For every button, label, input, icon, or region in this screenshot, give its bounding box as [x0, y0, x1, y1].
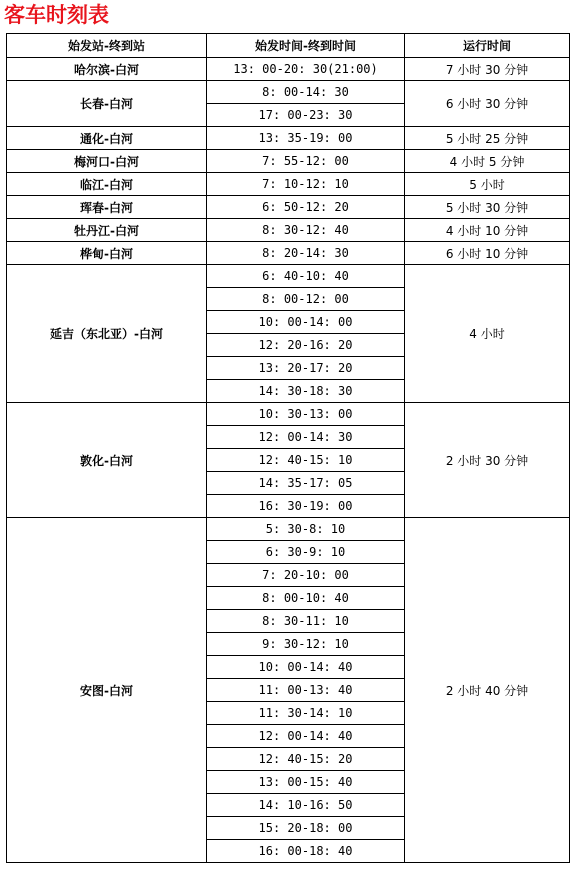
time-cell: 9: 30-12: 10 — [207, 633, 405, 656]
duration-cell: 2 小时 30 分钟 — [405, 403, 570, 518]
table-row — [7, 518, 570, 541]
schedule-table — [6, 33, 570, 863]
route-cell: 长春-白河 — [7, 81, 207, 127]
time-cell: 17: 00-23: 30 — [207, 104, 405, 127]
time-cell: 10: 00-14: 00 — [207, 311, 405, 334]
table-row — [7, 58, 570, 81]
route-cell: 桦甸-白河 — [7, 242, 207, 265]
route-cell: 通化-白河 — [7, 127, 207, 150]
duration-cell: 5 小时 25 分钟 — [405, 127, 570, 150]
time-cell: 13: 00-15: 40 — [207, 771, 405, 794]
table-row — [7, 265, 570, 288]
time-cell: 12: 40-15: 20 — [207, 748, 405, 771]
duration-cell: 4 小时 — [405, 265, 570, 403]
duration-cell: 6 小时 30 分钟 — [405, 81, 570, 127]
time-cell: 12: 00-14: 40 — [207, 725, 405, 748]
duration-cell: 4 小时 5 分钟 — [405, 150, 570, 173]
duration-cell: 5 小时 — [405, 173, 570, 196]
table-row — [7, 403, 570, 426]
time-cell: 5: 30-8: 10 — [207, 518, 405, 541]
duration-cell: 5 小时 30 分钟 — [405, 196, 570, 219]
time-cell: 14: 35-17: 05 — [207, 472, 405, 495]
schedule-body — [7, 34, 570, 863]
route-cell: 敦化-白河 — [7, 403, 207, 518]
time-cell: 6: 40-10: 40 — [207, 265, 405, 288]
time-cell: 14: 10-16: 50 — [207, 794, 405, 817]
route-cell: 延吉（东北亚）-白河 — [7, 265, 207, 403]
time-cell: 10: 00-14: 40 — [207, 656, 405, 679]
duration-cell: 6 小时 10 分钟 — [405, 242, 570, 265]
time-cell: 10: 30-13: 00 — [207, 403, 405, 426]
time-cell: 8: 20-14: 30 — [207, 242, 405, 265]
header-duration: 运行时间 — [405, 34, 570, 58]
time-cell: 6: 50-12: 20 — [207, 196, 405, 219]
page-title: 客车时刻表 — [4, 3, 109, 27]
route-cell: 哈尔滨-白河 — [7, 58, 207, 81]
time-cell: 7: 55-12: 00 — [207, 150, 405, 173]
time-cell: 8: 00-14: 30 — [207, 81, 405, 104]
time-cell: 8: 30-11: 10 — [207, 610, 405, 633]
duration-cell: 4 小时 10 分钟 — [405, 219, 570, 242]
duration-cell: 2 小时 40 分钟 — [405, 518, 570, 863]
time-cell: 15: 20-18: 00 — [207, 817, 405, 840]
route-cell: 牡丹江-白河 — [7, 219, 207, 242]
time-cell: 11: 30-14: 10 — [207, 702, 405, 725]
header-route: 始发站-终到站 — [7, 34, 207, 58]
header-times: 始发时间-终到时间 — [207, 34, 405, 58]
table-row — [7, 242, 570, 265]
time-cell: 6: 30-9: 10 — [207, 541, 405, 564]
time-cell: 16: 30-19: 00 — [207, 495, 405, 518]
table-row — [7, 173, 570, 196]
header-row — [7, 34, 570, 58]
time-cell: 12: 40-15: 10 — [207, 449, 405, 472]
time-cell: 13: 00-20: 30(21:00) — [207, 58, 405, 81]
table-row — [7, 219, 570, 242]
time-cell: 12: 00-14: 30 — [207, 426, 405, 449]
time-cell: 13: 20-17: 20 — [207, 357, 405, 380]
route-cell: 安图-白河 — [7, 518, 207, 863]
table-row — [7, 81, 570, 104]
time-cell: 8: 00-10: 40 — [207, 587, 405, 610]
time-cell: 16: 00-18: 40 — [207, 840, 405, 863]
time-cell: 7: 10-12: 10 — [207, 173, 405, 196]
table-row — [7, 127, 570, 150]
route-cell: 临江-白河 — [7, 173, 207, 196]
time-cell: 11: 00-13: 40 — [207, 679, 405, 702]
time-cell: 12: 20-16: 20 — [207, 334, 405, 357]
time-cell: 14: 30-18: 30 — [207, 380, 405, 403]
time-cell: 8: 00-12: 00 — [207, 288, 405, 311]
time-cell: 7: 20-10: 00 — [207, 564, 405, 587]
route-cell: 梅河口-白河 — [7, 150, 207, 173]
time-cell: 13: 35-19: 00 — [207, 127, 405, 150]
duration-cell: 7 小时 30 分钟 — [405, 58, 570, 81]
time-cell: 8: 30-12: 40 — [207, 219, 405, 242]
route-cell: 珲春-白河 — [7, 196, 207, 219]
table-row — [7, 196, 570, 219]
table-row — [7, 150, 570, 173]
